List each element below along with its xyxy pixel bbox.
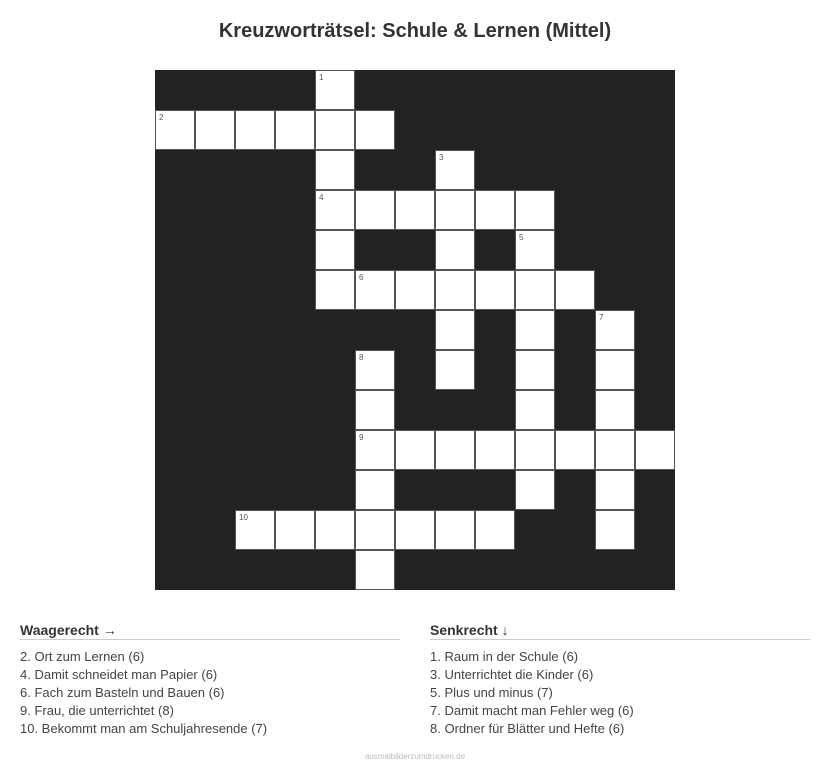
down-clue: 1. Raum in der Schule (6) xyxy=(430,649,579,664)
grid-cell[interactable] xyxy=(395,270,435,310)
grid-cell[interactable] xyxy=(355,350,395,390)
grid-cell[interactable] xyxy=(355,270,395,310)
grid-cell[interactable] xyxy=(435,150,475,190)
right-arrow-icon: → xyxy=(102,622,117,638)
down-clue: 8. Ordner für Blätter und Hefte (6) xyxy=(430,721,625,736)
grid-cell[interactable] xyxy=(395,510,435,550)
grid-cell[interactable] xyxy=(475,190,515,230)
clue-number: 2 xyxy=(159,113,164,122)
down-clue: 3. Unterrichtet die Kinder (6) xyxy=(430,667,594,682)
across-clues-section xyxy=(20,622,400,738)
grid-cell[interactable] xyxy=(155,110,195,150)
grid-cell[interactable] xyxy=(595,310,635,350)
grid-cell[interactable] xyxy=(595,350,635,390)
clue-number: 8 xyxy=(359,353,364,362)
across-clue: 6. Fach zum Basteln und Bauen (6) xyxy=(20,685,225,700)
grid-cell[interactable] xyxy=(555,270,595,310)
grid-cell[interactable] xyxy=(355,550,395,590)
page-title: Kreuzworträtsel: Schule & Lernen (Mittel) xyxy=(218,20,612,42)
across-clue: 4. Damit schneidet man Papier (6) xyxy=(20,667,218,682)
grid-cell[interactable] xyxy=(315,150,355,190)
across-clue: 10. Bekommt man am Schuljahresende (7) xyxy=(20,721,268,736)
grid-cell[interactable] xyxy=(275,510,315,550)
clue-number: 4 xyxy=(319,193,324,202)
grid-cell[interactable] xyxy=(435,230,475,270)
grid-cell[interactable] xyxy=(595,470,635,510)
across-heading-label: Waagerecht xyxy=(20,622,99,638)
crossword-grid xyxy=(155,70,675,590)
grid-cell[interactable] xyxy=(235,110,275,150)
grid-cell[interactable] xyxy=(435,310,475,350)
grid-cell[interactable] xyxy=(355,430,395,470)
down-clue: 7. Damit macht man Fehler weg (6) xyxy=(430,703,634,718)
grid-cell[interactable] xyxy=(355,190,395,230)
across-clue: 2. Ort zum Lernen (6) xyxy=(20,649,145,664)
grid-cell[interactable] xyxy=(235,510,275,550)
grid-cell[interactable] xyxy=(555,430,595,470)
grid-cell[interactable] xyxy=(275,110,315,150)
grid-cell[interactable] xyxy=(435,190,475,230)
grid-cell[interactable] xyxy=(315,110,355,150)
clue-number: 6 xyxy=(359,273,364,282)
grid-cell[interactable] xyxy=(475,270,515,310)
down-heading xyxy=(430,622,810,640)
grid-cell[interactable] xyxy=(315,190,355,230)
down-heading-label: Senkrecht xyxy=(430,622,498,638)
grid-cell[interactable] xyxy=(315,270,355,310)
grid-cell[interactable] xyxy=(315,510,355,550)
grid-cell[interactable] xyxy=(515,270,555,310)
down-clue-list xyxy=(430,648,810,738)
grid-cell[interactable] xyxy=(515,470,555,510)
grid-cell[interactable] xyxy=(475,510,515,550)
footer-watermark: ausmalbilderzumdrucken.de xyxy=(364,752,466,761)
grid-cell[interactable] xyxy=(435,430,475,470)
grid-cell[interactable] xyxy=(595,390,635,430)
grid-cell[interactable] xyxy=(435,510,475,550)
grid-cell[interactable] xyxy=(475,430,515,470)
grid-cell[interactable] xyxy=(355,510,395,550)
grid-cell[interactable] xyxy=(315,230,355,270)
grid-cell[interactable] xyxy=(395,430,435,470)
grid-cell[interactable] xyxy=(355,470,395,510)
down-clue: 5. Plus und minus (7) xyxy=(430,685,553,700)
grid-cell[interactable] xyxy=(515,190,555,230)
grid-cell[interactable] xyxy=(355,390,395,430)
across-clue: 9. Frau, die unterrichtet (8) xyxy=(20,703,174,718)
clue-number: 9 xyxy=(359,433,364,442)
grid-cell[interactable] xyxy=(515,390,555,430)
grid-cell[interactable] xyxy=(515,430,555,470)
grid-cell[interactable] xyxy=(595,510,635,550)
down-clues-section xyxy=(430,622,810,738)
grid-cell[interactable] xyxy=(195,110,235,150)
grid-cell[interactable] xyxy=(315,70,355,110)
clue-number: 3 xyxy=(439,153,444,162)
across-heading xyxy=(20,622,400,640)
clue-number: 10 xyxy=(239,513,248,522)
grid-cell[interactable] xyxy=(435,350,475,390)
clue-number: 5 xyxy=(519,233,524,242)
clue-number: 1 xyxy=(319,73,324,82)
grid-cell[interactable] xyxy=(435,270,475,310)
clue-number: 7 xyxy=(599,313,604,322)
grid-cell[interactable] xyxy=(515,230,555,270)
grid-cell[interactable] xyxy=(515,350,555,390)
across-clue-list xyxy=(20,648,400,738)
grid-cell[interactable] xyxy=(515,310,555,350)
down-arrow-icon: ↓ xyxy=(501,622,509,638)
grid-cell[interactable] xyxy=(595,430,635,470)
grid-cell[interactable] xyxy=(635,430,675,470)
grid-cell[interactable] xyxy=(355,110,395,150)
grid-cell[interactable] xyxy=(395,190,435,230)
